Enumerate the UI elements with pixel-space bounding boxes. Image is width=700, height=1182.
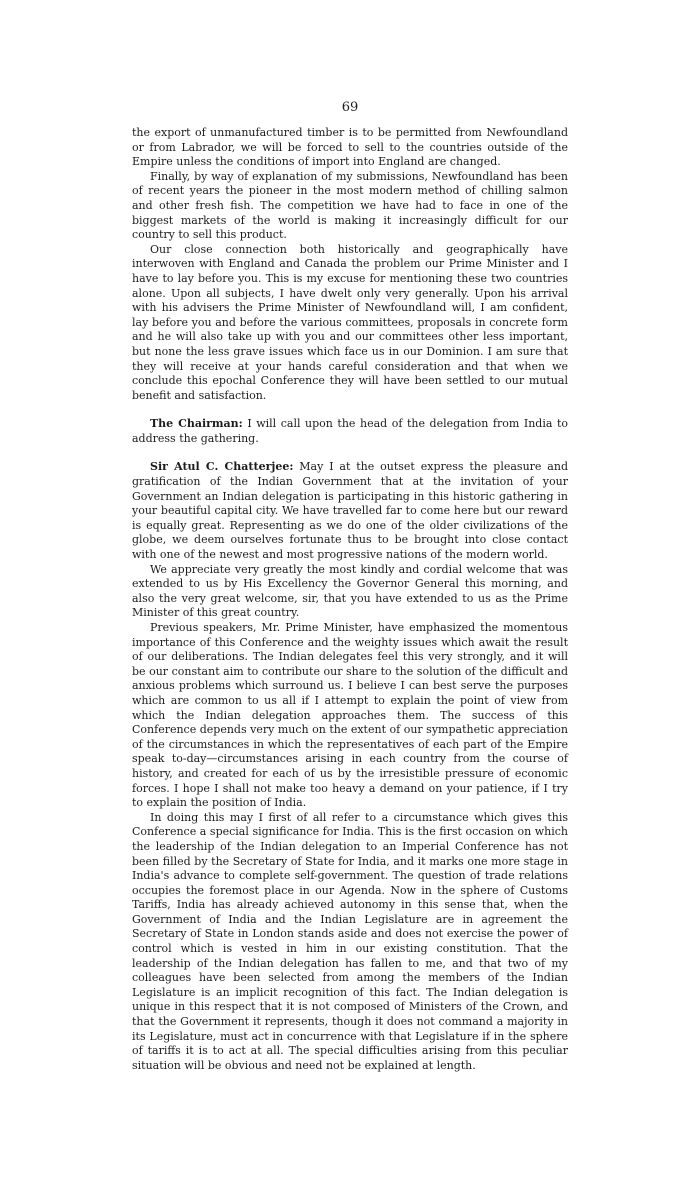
paragraph bbox=[132, 243, 568, 404]
paragraph bbox=[132, 126, 568, 170]
paragraph-text: In doing this may I first of all refer to a circumstance which gives this Conference a special significance for India. This is the first occasion on which the leadership of the Indian delegation to an Imperial Conference has not been filled by the Secretary of State for India, and it marks one more stage in India's advance to complete self-government. The question of trade relations occupies the foremost place in our Agenda. Now in the sphere of Customs Tariffs, India has already achieved autonomy in this sense that, when the Government of India and the Indian Legislature are in agreement the Secretary of State in London stands aside and does not exercise the power of control which is vested in him in our existing constitution. That the leadership of the Indian delegation has fallen to me, and that two of my colleagues have been selected from among the members of the Indian Legislature is an implicit recognition of this fact. The Indian delegation is unique in this respect that it is not composed of Ministers of the Crown, and that the Government it represents, though it does not command a majority in its Legislature, must act in concurrence with that Legislature if in the sphere of tariffs it is to act at all. The special difficulties arising from this peculiar situation will be obvious and need not be explained at length. bbox=[132, 810, 568, 1072]
paragraph-text: Our close connection both historically and geographically have interwoven with England and Canada the problem our Prime Minister and I have to lay before you. This is my excuse for mentioning these two countries alone. Upon all subjects, I have dwelt only very generally. Upon his arrival with his advisers the Prime Minister of Newfoundland will, I am confident, lay before you and before the various committees, proposals in concrete form and he will also take up with you and our committees other less important, but none the less grave issues which face us in our Dominion. I am sure that they will receive at your hands careful consideration and that when we conclude this epochal Conference they will have been settled to our mutual benefit and satisfaction. bbox=[132, 242, 568, 402]
paragraph bbox=[132, 460, 568, 562]
paragraph bbox=[132, 417, 568, 446]
body-text bbox=[132, 126, 568, 1073]
page-number: 69 bbox=[341, 100, 359, 115]
paragraph bbox=[132, 563, 568, 621]
paragraph-text: Finally, by way of explanation of my submissions, Newfoundland has been of recent years the pioneer in the most modern method of chilling salmon and other fresh fish. The competition we have had to face in one of the biggest markets of the world is making it increasingly difficult for our country to sell this product. bbox=[132, 169, 568, 242]
paragraph bbox=[132, 811, 568, 1074]
speaker-name: The Chairman: bbox=[150, 417, 243, 431]
paragraph bbox=[132, 170, 568, 243]
speaker-name: Sir Atul C. Chatterjee: bbox=[150, 460, 294, 474]
paragraph-text: We appreciate very greatly the most kindly and cordial welcome that was extended to us by His Excellency the Governor General this morning, and also the very great welcome, sir, that you have extended to us as the Prime Minister of this great country. bbox=[132, 562, 568, 620]
paragraph-text: May I at the outset express the pleasure and gratification of the Indian Government that at the invitation of your Government an Indian delegation is participating in this historic gathering in your beautiful capital city. We have travelled far to come here but our reward is equally great. Representing as we do one of the older civilizations of the globe, we deem ourselves fortunate thus to be brought into close contact with one of the newest and most progressive nations of the modern world. bbox=[132, 460, 568, 562]
paragraph-text: the export of unmanufactured timber is to be permitted from Newfoundland or from Labrador, we will be forced to sell to the countries outside of the Empire unless the conditions of import into England are changed. bbox=[132, 126, 568, 169]
paragraph-text: I will call upon the head of the delegation from India to address the gathering. bbox=[132, 417, 568, 445]
paragraph bbox=[132, 621, 568, 811]
paragraph-text: Previous speakers, Mr. Prime Minister, have emphasized the momentous importance of this Conference and the weighty issues which await the result of our deliberations. The Indian delegates feel this very strongly, and it will be our constant aim to contribute our share to the solution of the difficult and anxious problems which surround us. I believe I can best serve the purposes which are common to us all if I attempt to explain the point of view from which the Indian delegation approaches them. The success of this Conference depends very much on the extent of our sympathetic appreciation of the circumstances in which the representatives of each part of the Empire speak to-day—circumstances arising in each country from the course of history, and created for each of us by the irresistible pressure of economic forces. I hope I shall not make too heavy a demand on your patience, if I try to explain the position of India. bbox=[132, 621, 568, 810]
